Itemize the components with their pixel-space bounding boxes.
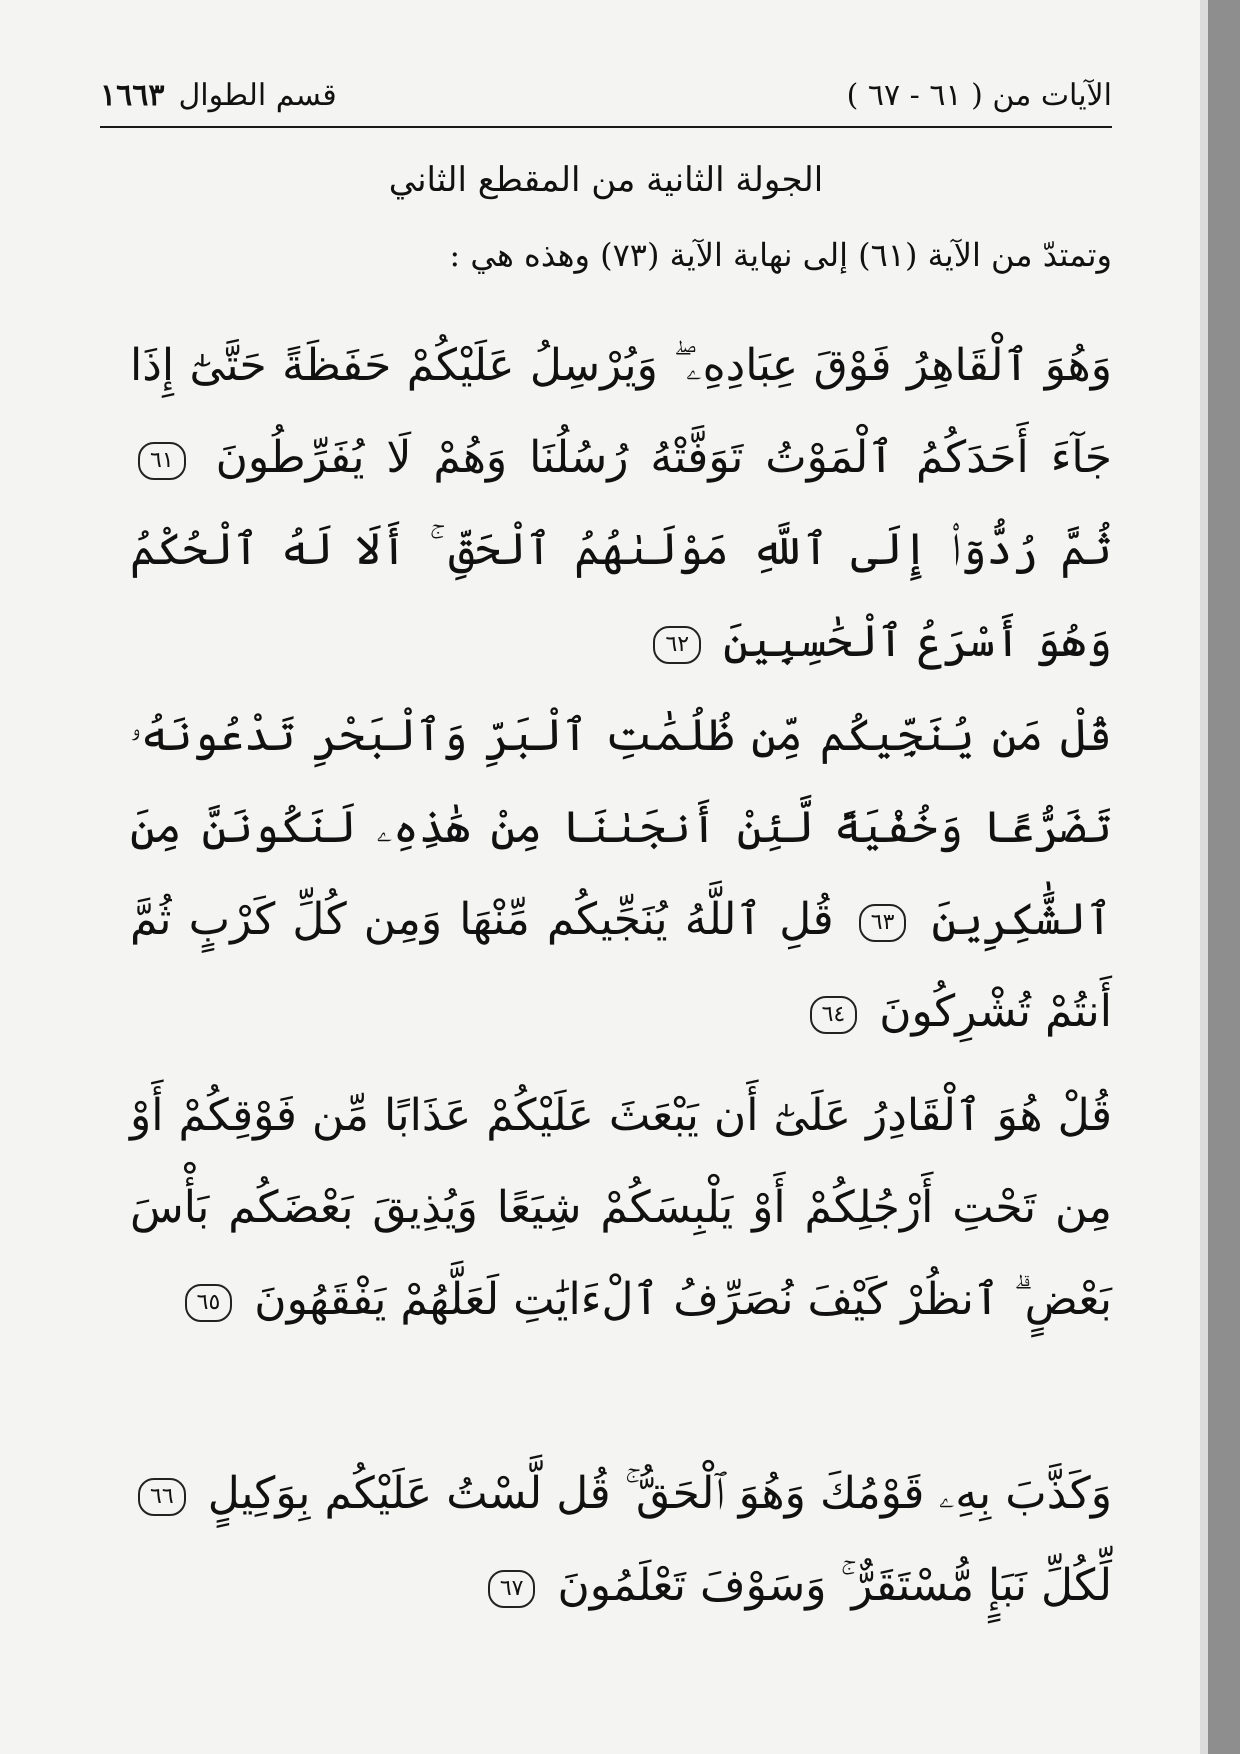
page-edge-shadow (1208, 0, 1240, 1754)
ayah-number-marker: ٦٢ (653, 626, 701, 664)
verse-text: قُلْ هُوَ ٱلْقَادِرُ عَلَىٰٓ أَن يَبْعَثَ عَلَيْكُمْ عَذَابًا مِّن فَوْقِكُمْ أَوْ مِن تَحْتِ أَرْجُلِكُمْ أَوْ يَلْبِسَكُمْ شِيَعًا وَيُذِيقَ بَعْضَكُم بَأْسَ بَعْضٍ ۗ ٱنظُرْ كَيْفَ نُصَرِّفُ ٱلْءَايَٰتِ لَعَلَّهُمْ يَفْقَهُونَ (130, 1090, 1112, 1325)
verse-text: قُلِ ٱللَّهُ يُنَجِّيكُم مِّنْهَا وَمِن كُلِّ كَرْبٍ ثُمَّ أَنتُمْ تُشْرِكُونَ (130, 894, 1112, 1037)
header-divider (100, 126, 1112, 128)
verse-text: وَكَذَّبَ بِهِۦ قَوْمُكَ وَهُوَ ٱلْحَقُّ ۚ قُل لَّسْتُ عَلَيْكُم بِوَكِيلٍ (207, 1468, 1112, 1519)
verse-paragraph (130, 320, 1112, 688)
ayah-number-marker: ٦١ (138, 442, 186, 480)
verse-paragraph (130, 690, 1112, 1058)
section-title: الجولة الثانية من المقطع الثاني (388, 160, 824, 200)
page-edge-highlight (1200, 0, 1208, 1754)
header-part-and-page (100, 78, 337, 113)
verse-text: ثُمَّ رُدُّوٓا۟ إِلَى ٱللَّهِ مَوْلَىٰهُمُ ٱلْحَقِّ ۚ أَلَا لَهُ ٱلْحُكْمُ وَهُوَ أَسْرَعُ ٱلْحَٰسِبِينَ (130, 524, 1112, 667)
intro-line: وتمتدّ من الآية (٦١) إلى نهاية الآية (٧٣) وهذه هي : (449, 236, 1112, 274)
header-part-name: قسم الطوال (178, 78, 337, 113)
verse-text: لِّكُلِّ نَبَإٍ مُّسْتَقَرٌّ ۚ وَسَوْفَ تَعْلَمُونَ (557, 1560, 1112, 1611)
header-verse-range: الآيات من ( ٦١ - ٦٧ ) (846, 78, 1112, 113)
ayah-number-marker: ٦٧ (488, 1570, 536, 1608)
ayah-number-marker: ٦٤ (810, 996, 858, 1034)
ayah-number-marker: ٦٣ (859, 904, 907, 942)
verse-text: قُلْ مَن يُنَجِّيكُم مِّن ظُلُمَٰتِ ٱلْبَرِّ وَٱلْبَحْرِ تَدْعُونَهُۥ تَضَرُّعًا وَخُفْيَةً لَّئِنْ أَنجَىٰنَا مِنْ هَٰذِهِۦ لَنَكُونَنَّ مِنَ ٱلشَّٰكِرِينَ (130, 710, 1112, 945)
ayah-number-marker: ٦٥ (185, 1284, 233, 1322)
verse-paragraph (130, 1448, 1112, 1632)
verse-paragraph (130, 1070, 1112, 1346)
verse-text: وَهُوَ ٱلْقَاهِرُ فَوْقَ عِبَادِهِۦ ۖ وَيُرْسِلُ عَلَيْكُمْ حَفَظَةً حَتَّىٰٓ إِذَا جَآءَ أَحَدَكُمُ ٱلْمَوْتُ تَوَفَّتْهُ رُسُلُنَا وَهُمْ لَا يُفَرِّطُونَ (130, 340, 1112, 483)
ayah-number-marker: ٦٦ (138, 1478, 186, 1516)
running-header (100, 78, 1112, 122)
page-number: ١٦٦٣ (100, 78, 165, 113)
